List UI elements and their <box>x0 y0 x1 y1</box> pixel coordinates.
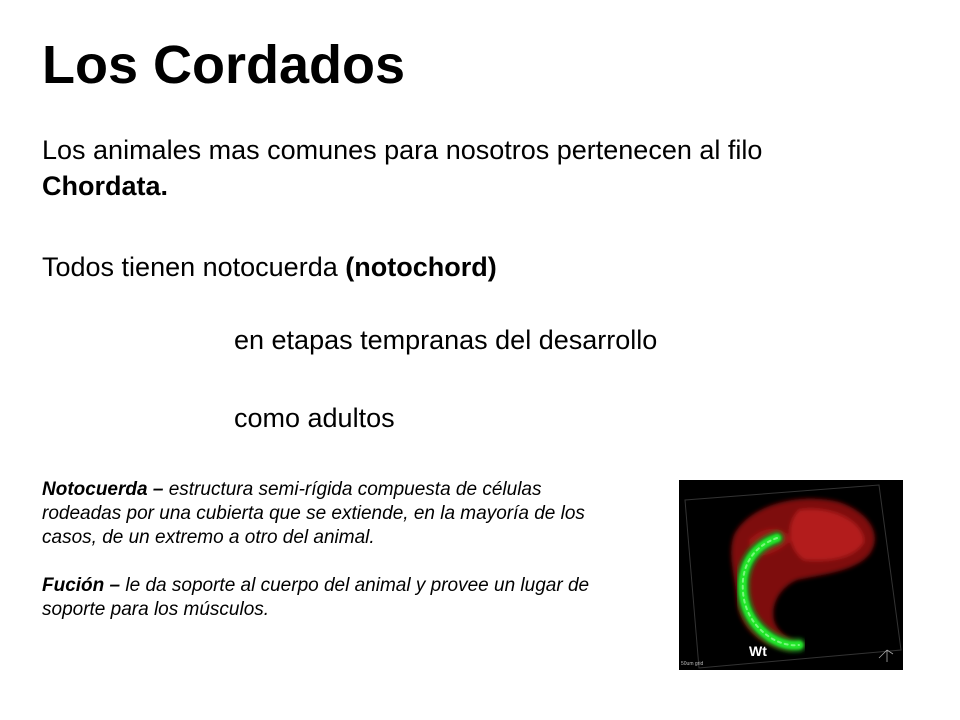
definition-notocuerda-text: estructura semi-rígida compuesta de células rodeadas por una cubierta que se extiende, en la mayoría de los casos, de un extremo a otro del animal. <box>42 479 585 548</box>
paragraph-notochord-text: Todos tienen notocuerda <box>42 252 346 282</box>
chordata-term: Chordata. <box>42 171 169 201</box>
line-adults: como adultos <box>234 403 395 433</box>
embryo-image <box>679 480 903 670</box>
figure-scale-text: 50um grid <box>681 661 704 667</box>
paragraph-chordata <box>42 132 862 204</box>
notochord-term: (notochord) <box>345 252 497 282</box>
definitions-block <box>42 478 622 622</box>
slide-title: Los Cordados <box>42 35 406 95</box>
definition-funcion-text: le da soporte al cuerpo del animal y provee un lugar de soporte para los músculos. <box>42 575 590 620</box>
figure-label: Wt <box>749 643 767 659</box>
paragraph-notochord <box>42 249 497 285</box>
definition-notocuerda <box>42 478 622 550</box>
definition-notocuerda-term: Notocuerda – <box>42 479 164 500</box>
paragraph-chordata-text: Los animales mas comunes para nosotros pertenecen al filo <box>42 135 763 165</box>
embryo-micrograph <box>679 480 903 670</box>
line-early-development: en etapas tempranas del desarrollo <box>234 325 658 355</box>
definition-funcion-term: Fución – <box>42 575 121 596</box>
definition-funcion <box>42 574 622 622</box>
